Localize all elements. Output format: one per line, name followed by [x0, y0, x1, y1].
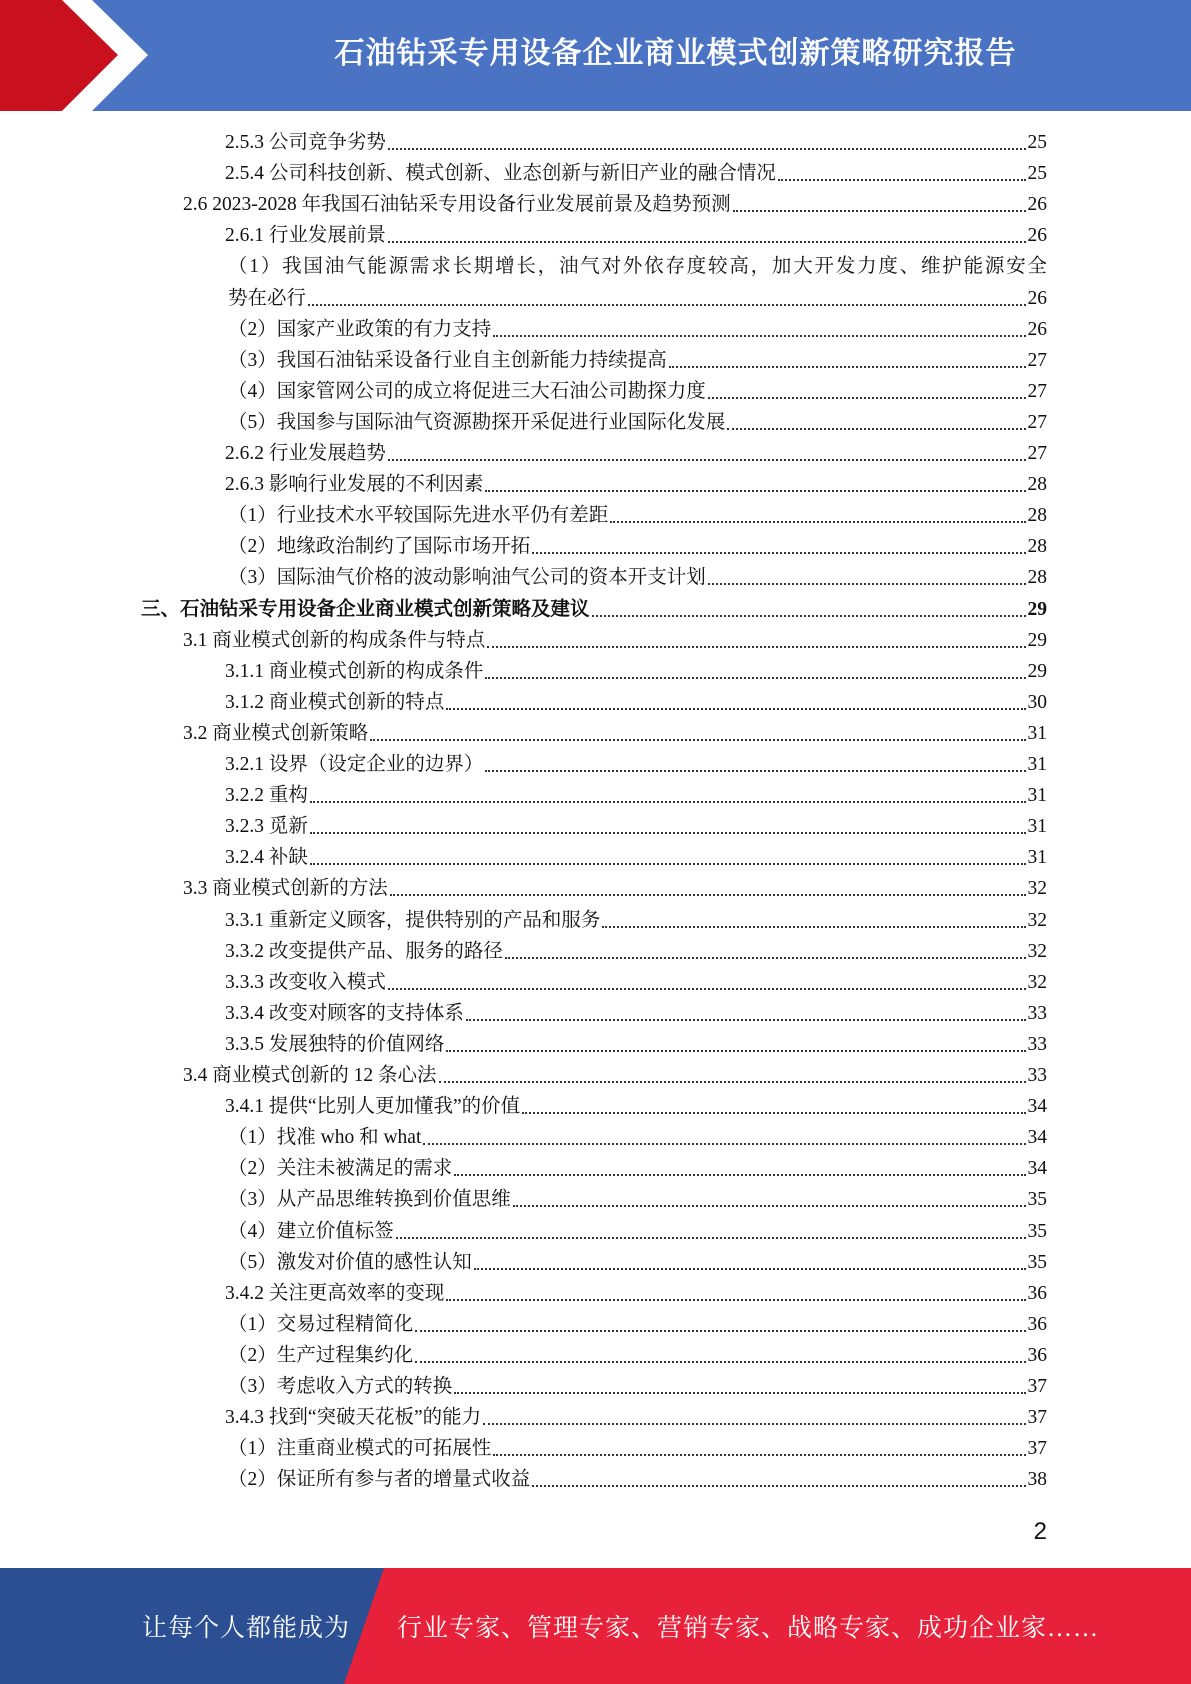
- toc-entry[interactable]: [225, 158, 1047, 189]
- footer-slogan-right: 行业专家、管理专家、营销专家、战略专家、成功企业家……: [397, 1615, 1100, 1642]
- toc-entry[interactable]: [228, 1433, 1047, 1464]
- toc-leader-dots: [708, 397, 1026, 399]
- toc-entry-text: 3.3 商业模式创新的方法: [183, 878, 388, 900]
- toc-leader-dots: [733, 210, 1026, 212]
- toc-page-number: 34: [1027, 1096, 1047, 1118]
- toc-entry-text: （4）国家管网公司的成立将促进三大石油公司勘探力度: [228, 380, 706, 402]
- toc-entry[interactable]: [225, 687, 1047, 718]
- page-footer: [0, 1568, 1191, 1684]
- toc-entry[interactable]: [225, 842, 1047, 873]
- toc-entry-text: 2.6 2023-2028 年我国石油钻采专用设备行业发展前景及趋势预测: [183, 194, 731, 216]
- toc-entry[interactable]: [225, 656, 1047, 687]
- toc-leader-dots: [388, 148, 1026, 150]
- toc-leader-dots: [390, 894, 1026, 896]
- toc-entry[interactable]: [225, 998, 1047, 1029]
- toc-leader-dots: [532, 552, 1025, 554]
- toc-entry-text: （2）生产过程集约化: [228, 1344, 414, 1366]
- toc-leader-dots: [310, 832, 1026, 834]
- toc-leader-dots: [388, 988, 1026, 990]
- toc-entry[interactable]: [183, 873, 1047, 904]
- toc-entry-text: 3.4.1 提供“比别人更加懂我”的价值: [225, 1096, 521, 1118]
- toc-entry-text: 三、石油钻采专用设备企业商业模式创新策略及建议: [141, 598, 590, 620]
- toc-leader-dots: [439, 1081, 1026, 1083]
- toc-leader-dots: [602, 926, 1025, 928]
- toc-page-number: 29: [1027, 660, 1047, 682]
- toc-page-number: 28: [1027, 505, 1047, 527]
- toc-page-number: 37: [1027, 1438, 1047, 1460]
- toc-entry[interactable]: [228, 407, 1047, 438]
- toc-leader-dots: [592, 615, 1026, 617]
- toc-entry-text: 3.3.2 改变提供产品、服务的路径: [225, 940, 503, 962]
- toc-leader-dots: [454, 1174, 1025, 1176]
- toc-leader-dots: [522, 1112, 1025, 1114]
- toc-entry-text: 3.3.1 重新定义顾客，提供特别的产品和服务: [225, 909, 601, 931]
- toc-entry[interactable]: [228, 376, 1047, 407]
- toc-entry[interactable]: [228, 1371, 1047, 1402]
- toc-entry-text: 3.4 商业模式创新的 12 条心法: [183, 1065, 437, 1086]
- toc-entry-text: 3.4.2 关注更高效率的变现: [225, 1282, 445, 1304]
- toc-entry-text: 3.3.4 改变对顾客的支持体系: [225, 1002, 464, 1024]
- toc-entry[interactable]: [228, 1464, 1047, 1495]
- toc-leader-dots: [610, 521, 1025, 523]
- toc-entry[interactable]: [225, 220, 1047, 251]
- toc-page-number: 32: [1027, 940, 1047, 962]
- toc-leader-dots: [308, 304, 1025, 306]
- toc-leader-dots: [532, 1485, 1025, 1487]
- toc-entry[interactable]: [228, 1184, 1047, 1215]
- toc-entry-text: 2.6.1 行业发展前景: [225, 225, 386, 247]
- toc-entry[interactable]: [228, 1216, 1047, 1247]
- toc-page-number: 27: [1027, 443, 1047, 464]
- toc-entry[interactable]: [228, 562, 1047, 593]
- toc-page-number: 25: [1027, 132, 1047, 153]
- toc-entry[interactable]: [225, 1091, 1047, 1122]
- toc-leader-dots: [727, 428, 1025, 430]
- toc-page-number: 37: [1027, 1407, 1047, 1429]
- toc-entry[interactable]: [225, 127, 1047, 158]
- toc-leader-dots: [778, 179, 1026, 181]
- toc-leader-dots: [446, 1050, 1025, 1052]
- toc-entry-text: 3.2 商业模式创新策略: [183, 722, 369, 744]
- toc-entry-text: （2）地缘政治制约了国际市场开拓: [228, 536, 531, 558]
- toc-entry[interactable]: [225, 936, 1047, 967]
- footer-slogan-left: 让每个人都能成为: [142, 1615, 351, 1642]
- header-chevron-icon: [0, 0, 160, 111]
- toc-page-number: 26: [1027, 287, 1047, 309]
- toc-entry[interactable]: [225, 780, 1047, 811]
- toc-entry[interactable]: [228, 1247, 1047, 1278]
- toc-entry[interactable]: [228, 1340, 1047, 1371]
- toc-leader-dots: [310, 863, 1026, 865]
- toc-entry-text: （5）激发对价值的感性认知: [228, 1251, 472, 1273]
- toc-page-number: 31: [1027, 847, 1047, 869]
- toc-page-number: 36: [1027, 1313, 1047, 1335]
- toc-page-number: 32: [1027, 878, 1047, 900]
- toc-leader-dots: [708, 583, 1026, 585]
- toc-entry[interactable]: [228, 314, 1047, 345]
- toc-entry-text: 3.1.1 商业模式创新的构成条件: [225, 660, 484, 682]
- toc-page-number: 37: [1027, 1376, 1047, 1397]
- toc-leader-dots: [485, 677, 1025, 679]
- toc-page-number: 32: [1027, 909, 1047, 931]
- toc-entry[interactable]: [228, 345, 1047, 376]
- toc-page-number: 36: [1027, 1344, 1047, 1366]
- page-number: 2: [1033, 1518, 1047, 1545]
- toc-entry-text: （1）交易过程精简化: [228, 1313, 414, 1335]
- toc-entry[interactable]: [183, 189, 1047, 220]
- toc-leader-dots: [446, 708, 1025, 710]
- toc-leader-dots: [493, 335, 1025, 337]
- toc-page-number: 29: [1027, 598, 1047, 620]
- toc-entry-text: （3）国际油气价格的波动影响油气公司的资本开支计划: [228, 567, 706, 589]
- toc-page-number: 34: [1027, 1158, 1047, 1180]
- toc-leader-dots: [388, 241, 1026, 243]
- toc-page-number: 35: [1027, 1251, 1047, 1273]
- toc-page-number: 33: [1027, 1033, 1047, 1055]
- toc-page-number: 26: [1027, 194, 1047, 216]
- toc-leader-dots: [487, 646, 1025, 648]
- toc-leader-dots: [370, 739, 1025, 741]
- toc-entry-text: 势在必行: [228, 287, 307, 309]
- toc-page-number: 28: [1027, 474, 1047, 496]
- toc-entry-text: 3.3.3 改变收入模式: [225, 971, 386, 993]
- toc-entry-text: （5）我国参与国际油气资源勘探开采促进行业国际化发展: [228, 411, 726, 433]
- toc-entry[interactable]: [225, 749, 1047, 780]
- toc-page-number: 31: [1027, 754, 1047, 775]
- toc-entry-text: 3.2.1 设界（设定企业的边界）: [225, 754, 484, 775]
- toc-page-number: 38: [1027, 1469, 1047, 1491]
- toc-entry-text: 2.5.3 公司竞争劣势: [225, 132, 386, 153]
- toc-leader-dots: [423, 1143, 1025, 1145]
- toc-leader-dots: [493, 1454, 1025, 1456]
- toc-page-number: 27: [1027, 380, 1047, 402]
- toc-leader-dots: [454, 1392, 1025, 1394]
- toc-leader-dots: [396, 1237, 1026, 1239]
- page-header: [0, 0, 1191, 111]
- toc-entry[interactable]: [225, 905, 1047, 936]
- toc-entry-text: 3.4.3 找到“突破天花板”的能力: [225, 1407, 482, 1429]
- toc-entry-text: 3.2.4 补缺: [225, 847, 308, 869]
- toc-entry[interactable]: [225, 438, 1047, 469]
- report-title: 石油钻采专用设备企业商业模式创新策略研究报告: [334, 36, 1017, 71]
- toc-page-number: 26: [1027, 225, 1047, 247]
- toc-leader-dots: [485, 490, 1025, 492]
- toc-page-number: 30: [1027, 691, 1047, 713]
- toc-page-number: 28: [1027, 567, 1047, 589]
- toc-entry[interactable]: [228, 1153, 1047, 1184]
- toc-page-number: 29: [1027, 629, 1047, 651]
- toc-page-number: 34: [1027, 1127, 1047, 1149]
- toc-entry-text: 3.2.2 重构: [225, 785, 308, 807]
- toc-leader-dots: [669, 366, 1026, 368]
- toc-entry[interactable]: [225, 811, 1047, 842]
- toc-entry-text: （1）找准 who 和 what: [228, 1127, 422, 1149]
- toc-leader-dots: [505, 957, 1026, 959]
- toc-entry[interactable]: [183, 1060, 1047, 1091]
- toc-entry[interactable]: [228, 1309, 1047, 1340]
- toc-entry[interactable]: [225, 1029, 1047, 1060]
- toc-page-number: 33: [1027, 1002, 1047, 1024]
- toc-entry-text: （2）关注未被满足的需求: [228, 1158, 453, 1180]
- toc-entry[interactable]: [225, 1402, 1047, 1433]
- toc-page-number: 28: [1027, 536, 1047, 558]
- toc-entry[interactable]: [228, 283, 1047, 314]
- toc-page-number: 26: [1027, 318, 1047, 340]
- toc-entry-text: 3.1 商业模式创新的构成条件与特点: [183, 629, 486, 651]
- toc-entry[interactable]: [225, 469, 1047, 500]
- toc-entry[interactable]: [228, 531, 1047, 562]
- toc-page-number: 25: [1027, 163, 1047, 185]
- toc-entry[interactable]: [228, 1122, 1047, 1153]
- toc-leader-dots: [474, 1268, 1026, 1270]
- toc-entry[interactable]: [183, 625, 1047, 656]
- toc-leader-dots: [485, 770, 1025, 772]
- toc-entry-text: 2.5.4 公司科技创新、模式创新、业态创新与新旧产业的融合情况: [225, 163, 776, 185]
- toc-entry[interactable]: [225, 967, 1047, 998]
- toc-leader-dots: [446, 1299, 1025, 1301]
- toc-page-number: 35: [1027, 1189, 1047, 1211]
- toc-page-number: 31: [1027, 816, 1047, 838]
- toc-entry-text: （3）从产品思维转换到价值思维: [228, 1189, 511, 1211]
- toc-page-number: 35: [1027, 1220, 1047, 1242]
- toc-entry-text: 3.3.5 发展独特的价值网络: [225, 1033, 445, 1055]
- toc-leader-dots: [415, 1330, 1025, 1332]
- toc-entry-text: （2）国家产业政策的有力支持: [228, 318, 492, 340]
- toc-leader-dots: [310, 801, 1026, 803]
- toc-entry-text: （1）注重商业模式的可拓展性: [228, 1438, 492, 1460]
- toc-entry[interactable]: [228, 500, 1047, 531]
- toc-entry-text: 3.2.3 觅新: [225, 816, 308, 838]
- toc-entry-text: 3.1.2 商业模式创新的特点: [225, 691, 445, 713]
- toc-entry-text: 2.6.3 影响行业发展的不利因素: [225, 474, 484, 496]
- toc-entry-text: （1）行业技术水平较国际先进水平仍有差距: [228, 505, 609, 527]
- toc-leader-dots: [513, 1205, 1026, 1207]
- toc-leader-dots: [388, 459, 1026, 461]
- toc-page-number: 31: [1027, 785, 1047, 807]
- toc-page-number: 36: [1027, 1282, 1047, 1304]
- toc-page-number: 31: [1027, 722, 1047, 744]
- toc-page-number: 27: [1027, 411, 1047, 433]
- toc-entry-text: （3）考虑收入方式的转换: [228, 1376, 453, 1397]
- toc-entry[interactable]: [183, 718, 1047, 749]
- toc-entry-text: （4）建立价值标签: [228, 1220, 394, 1242]
- toc-leader-dots: [466, 1019, 1026, 1021]
- toc-entry[interactable]: [225, 1278, 1047, 1309]
- toc-entry-text: （2）保证所有参与者的增量式收益: [228, 1469, 531, 1491]
- toc-entry-text[interactable]: （1）我国油气能源需求长期增长，油气对外依存度较高，加大开发力度、维护能源安全: [228, 256, 1047, 278]
- toc-entry-text: （3）我国石油钻采设备行业自主创新能力持续提高: [228, 349, 667, 371]
- toc-page-number: 27: [1027, 349, 1047, 371]
- toc-leader-dots: [415, 1361, 1025, 1363]
- toc-entry-text: 2.6.2 行业发展趋势: [225, 443, 386, 464]
- toc-page-number: 32: [1027, 971, 1047, 993]
- toc-leader-dots: [483, 1423, 1025, 1425]
- toc-chapter-entry[interactable]: [141, 594, 1047, 625]
- toc-page-number: 33: [1027, 1065, 1047, 1086]
